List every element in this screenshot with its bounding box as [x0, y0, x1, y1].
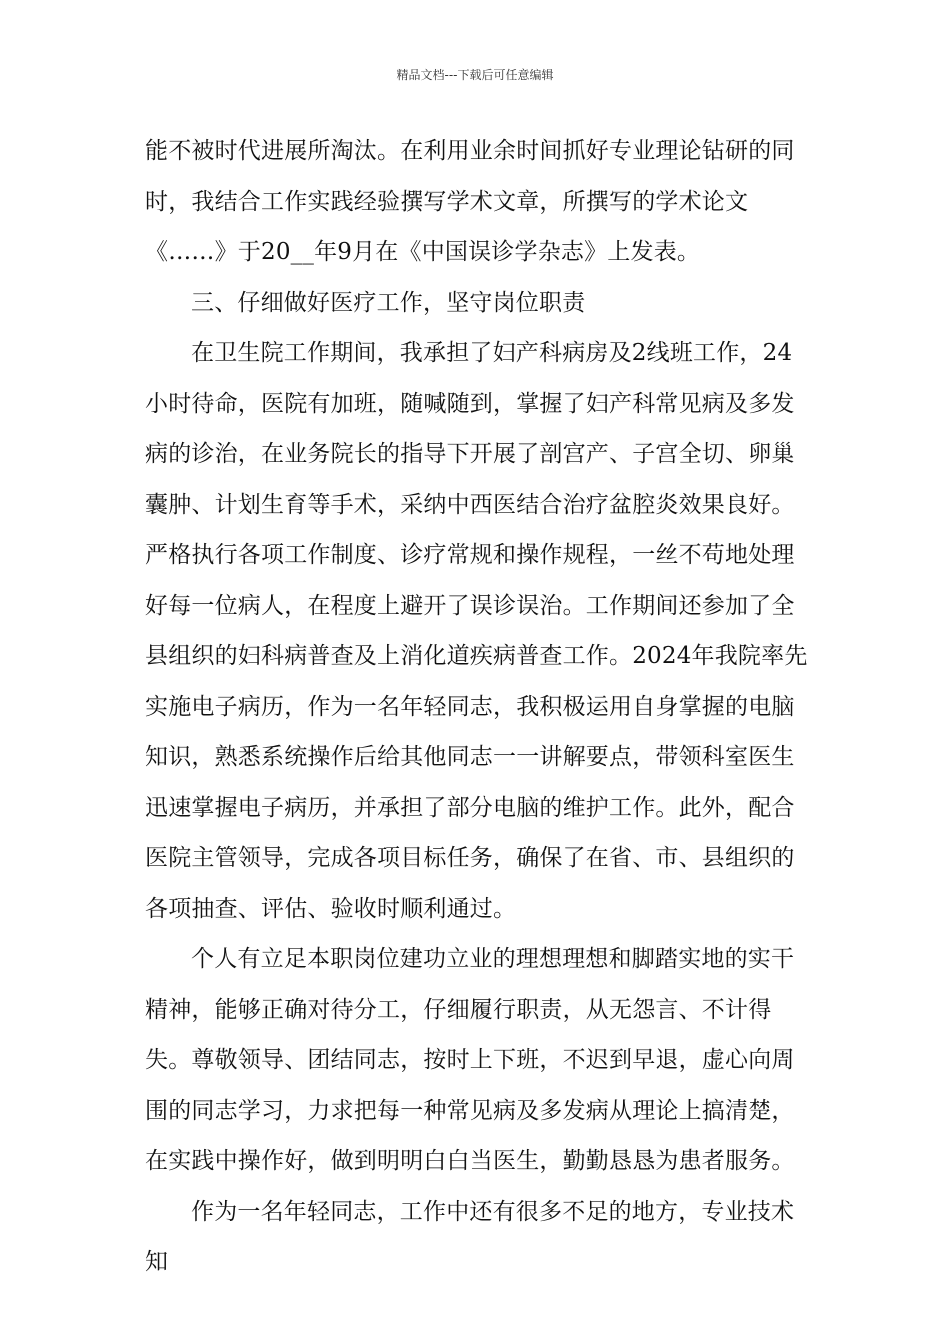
paragraph-shortcomings: 作为一名年轻同志，工作中还有很多不足的地方，专业技术知: [145, 1198, 795, 1275]
document-body: [145, 126, 810, 1288]
paragraph-personal-attitude: 个人有立足本职岗位建功立业的理想理想和脚踏实地的实干精神，能够正确对待分工，仔细履行职责，从无怨言、不计得失。尊敬领导、团结同志，按时上下班，不迟到早退，虚心向周围的同志学习，力求把每一种常见病及多发病从理论上搞清楚，在实践中操作好，做到明明白白当医生，勤勤恳恳为患者服务。: [145, 946, 795, 1174]
section-heading: 三、仔细做好医疗工作，坚守岗位职责: [191, 289, 586, 316]
paragraph-continuation: 能不被时代进展所淘汰。在利用业余时间抓好专业理论钻研的同时，我结合工作实践经验撰写学术文章，所撰写的学术论文《……》于20__年9月在《中国误诊学杂志》上发表。: [145, 138, 795, 265]
page-header: 精品文档---下载后可任意编辑: [396, 68, 554, 82]
paragraph-work-experience: 在卫生院工作期间，我承担了妇产科病房及2线班工作，24小时待命，医院有加班，随喊随到，掌握了妇产科常见病及多发病的诊治，在业务院长的指导下开展了剖宫产、子宫全切、卵巢囊肿、计划生育等手术，采纳中西医结合治疗盆腔炎效果良好。严格执行各项工作制度、诊疗常规和操作规程，一丝不苟地处理好每一位病人，在程度上避开了误诊误治。工作期间还参加了全县组织的妇科病普查及上消化道疾病普查工作。2024年我院率先实施电子病历，作为一名年轻同志，我积极运用自身掌握的电脑知识，熟悉系统操作后给其他同志一一讲解要点，带领科室医生迅速掌握电子病历，并承担了部分电脑的维护工作。此外，配合医院主管领导，完成各项目标任务，确保了在省、市、县组织的各项抽查、评估、验收时顺利通过。: [145, 340, 808, 922]
